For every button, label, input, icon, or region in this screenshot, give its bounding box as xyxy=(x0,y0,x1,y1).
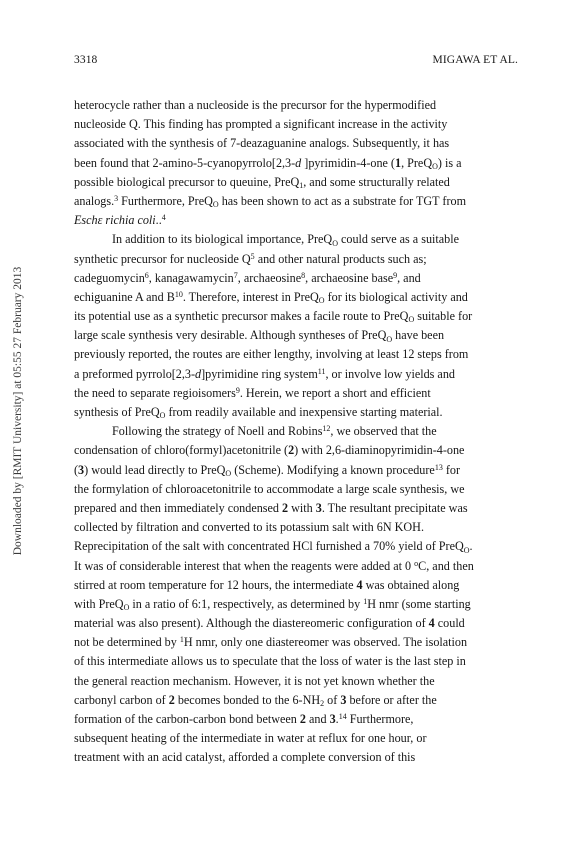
page-header xyxy=(74,54,518,66)
running-head: MIGAWA ET AL. xyxy=(432,54,518,66)
text-line: the formylation of chloroacetonitrile to accommodate a large scale synthesis, we xyxy=(74,481,465,496)
text-line: collected by filtration and converted to its potassium salt with 6N KOH. xyxy=(74,520,424,535)
text-line: been found that 2-amino-5-cyanopyrrolo[2,3-d ]pyrimidin-4-one (1, PreQ$_O$) is a xyxy=(74,155,462,171)
page-number: 3318 xyxy=(74,54,98,66)
text-line: analogs.$^3$ Furthermore, PreQ$_O$ has been shown to act as a substrate for TGT from xyxy=(74,193,467,210)
text-line: nucleoside Q. This finding has prompted a significant increase in the activity xyxy=(74,117,448,132)
text-line: Eschε richia coli..$^4$ xyxy=(74,213,166,228)
text-line: condensation of chloro(formyl)acetonitrile (2) with 2,6-diaminopyrimidin-4-one xyxy=(74,443,465,458)
text-line: associated with the synthesis of 7-deazaguanine analogs. Subsequently, it has xyxy=(74,136,450,151)
text-line: Reprecipitation of the salt with concentrated HCl furnished a 70% yield of PreQ$_O$. xyxy=(74,539,473,555)
text-line: synthesis of PreQ$_O$ from readily available and inexpensive starting material. xyxy=(74,405,443,421)
text-line: carbonyl carbon of 2 becomes bonded to the $6-NH_2$ of 3 before or after the xyxy=(74,692,437,709)
text-line: possible biological precursor to queuine, PreQ$_1$, and some structurally related xyxy=(74,174,450,191)
text-line: synthetic precursor for nucleoside $Q^5$ and other natural products such as; xyxy=(74,251,427,266)
text-line: formation of the carbon-carbon bond between 2 and 3.14 Furthermore, xyxy=(74,712,414,726)
body-text xyxy=(74,96,522,768)
text-line: with PreQ$_O$ in a ratio of 6:1, respectively, as determined by $^1$H nmr (some starting xyxy=(74,596,471,613)
text-line: previously reported, the routes are either lengthy, involving at least 12 steps from xyxy=(74,347,469,362)
text-line: subsequent heating of the intermediate in water at reflux for one hour, or xyxy=(74,731,427,746)
text-line: In addition to its biological importance, PreQ$_O$ could serve as a suitable xyxy=(112,232,459,248)
text-line: the need to separate regioisomers$^9$. Herein, we report a short and efficient xyxy=(74,385,431,400)
text-line: not be determined by $^1$H nmr, only one diastereomer was observed. The isolation xyxy=(74,635,468,650)
text-line: prepared and then immediately condensed 2 with 3. The resultant precipitate was xyxy=(74,500,468,515)
text-line: of this intermediate allows us to speculate that the loss of water is the last step in xyxy=(74,654,466,669)
text-line: (3) would lead directly to PreQ$_O$ (Scheme). Modifying a known procedure$^{13}$ for xyxy=(74,462,461,478)
text-line: treatment with an acid catalyst, afforded a complete conversion of this xyxy=(74,750,416,765)
text-line: It was of considerable interest that when the reagents were added at 0 $^o$C, and then xyxy=(74,558,474,573)
text-line: stirred at room temperature for 12 hours, the intermediate 4 was obtained along xyxy=(74,577,460,592)
text-line: its potential use as a synthetic precursor makes a facile route to PreQ$_O$ suitable for xyxy=(74,309,473,325)
text-line: heterocycle rather than a nucleoside is the precursor for the hypermodified xyxy=(74,98,437,112)
text-line: cadeguomycin$^6$, kanagawamycin$^7$, archaeosine$^8$, archaeosine base$^9$, and xyxy=(74,270,421,285)
text-line: a preformed pyrrolo[2,3-d]pyrimidine ring system$^{11}$, or involve low yields and xyxy=(74,366,455,381)
text-line: echiguanine A and $B^{10}$. Therefore, interest in PreQ$_O$ for its biological activity and xyxy=(74,289,468,306)
text-line: Following the strategy of Noell and Robins$^{12}$, we observed that the xyxy=(112,424,437,439)
text-line: large scale synthesis very desirable. Although syntheses of PreQ$_O$ have been xyxy=(74,328,445,344)
download-watermark: Downloaded by [RMIT University] at 05:55 27 February 2013 xyxy=(12,266,24,556)
text-line: the general reaction mechanism. However, it is not yet known whether the xyxy=(74,673,435,688)
text-line: material was also present). Although the diastereomeric configuration of 4 could xyxy=(74,616,465,631)
